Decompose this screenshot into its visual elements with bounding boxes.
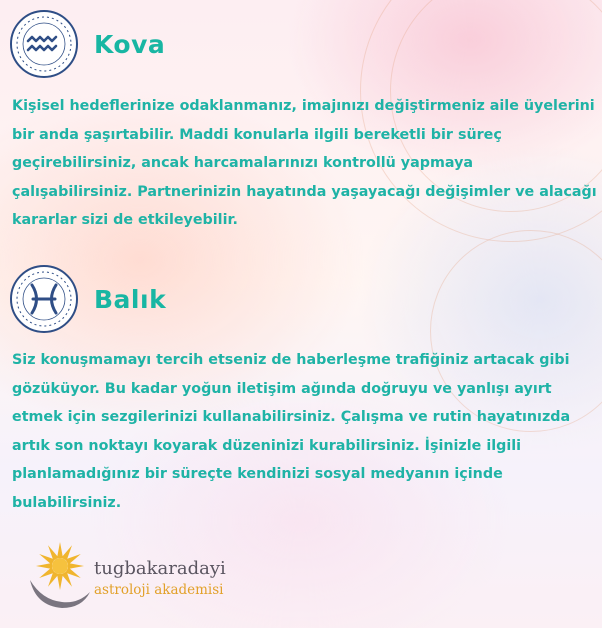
sign-title: Balık [94, 284, 167, 314]
brand-name: tugbakaradayi [94, 558, 226, 579]
pisces-icon [8, 263, 80, 335]
sign-heading-balik [8, 263, 166, 335]
sign-description: Kişisel hedeflerinize odaklanmanız, imajınızı değiştirmeniz aile üyelerini bir anda şaşırtabilir. Maddi konularla ilgili bereketli bir süreç geçirebilirsiniz, ancak harcamalarınızı kontrollü yapmaya çalışabilirsiniz. Partnerinizin hayatında yaşayacağı değişimler ve alacağı kararlar sizi de etkileyebilir. [12, 98, 597, 228]
sign-heading-kova [8, 8, 165, 80]
aquarius-icon [8, 8, 80, 80]
sign-description: Siz konuşmamayı tercih etseniz de haberleşme trafiğiniz artacak gibi gözüküyor. Bu kadar yoğun iletişim ağında doğruyu ve yanlışı ayırt etmek için sezgilerinizi kullanabilirsiniz. Çalışma ve rutin hayatınızda artık son noktayı koyarak düzeninizi kurabilirsiniz. İşinizle ilgili planlamadığınız bir süreçte kendinizi sosyal medyanın içinde bulabilirsiniz. [12, 352, 571, 511]
brand-logo [22, 536, 262, 612]
brand-subtitle: astroloji akademisi [94, 582, 224, 598]
sun-moon-logo-icon [22, 536, 98, 612]
sign-title: Kova [94, 29, 166, 59]
